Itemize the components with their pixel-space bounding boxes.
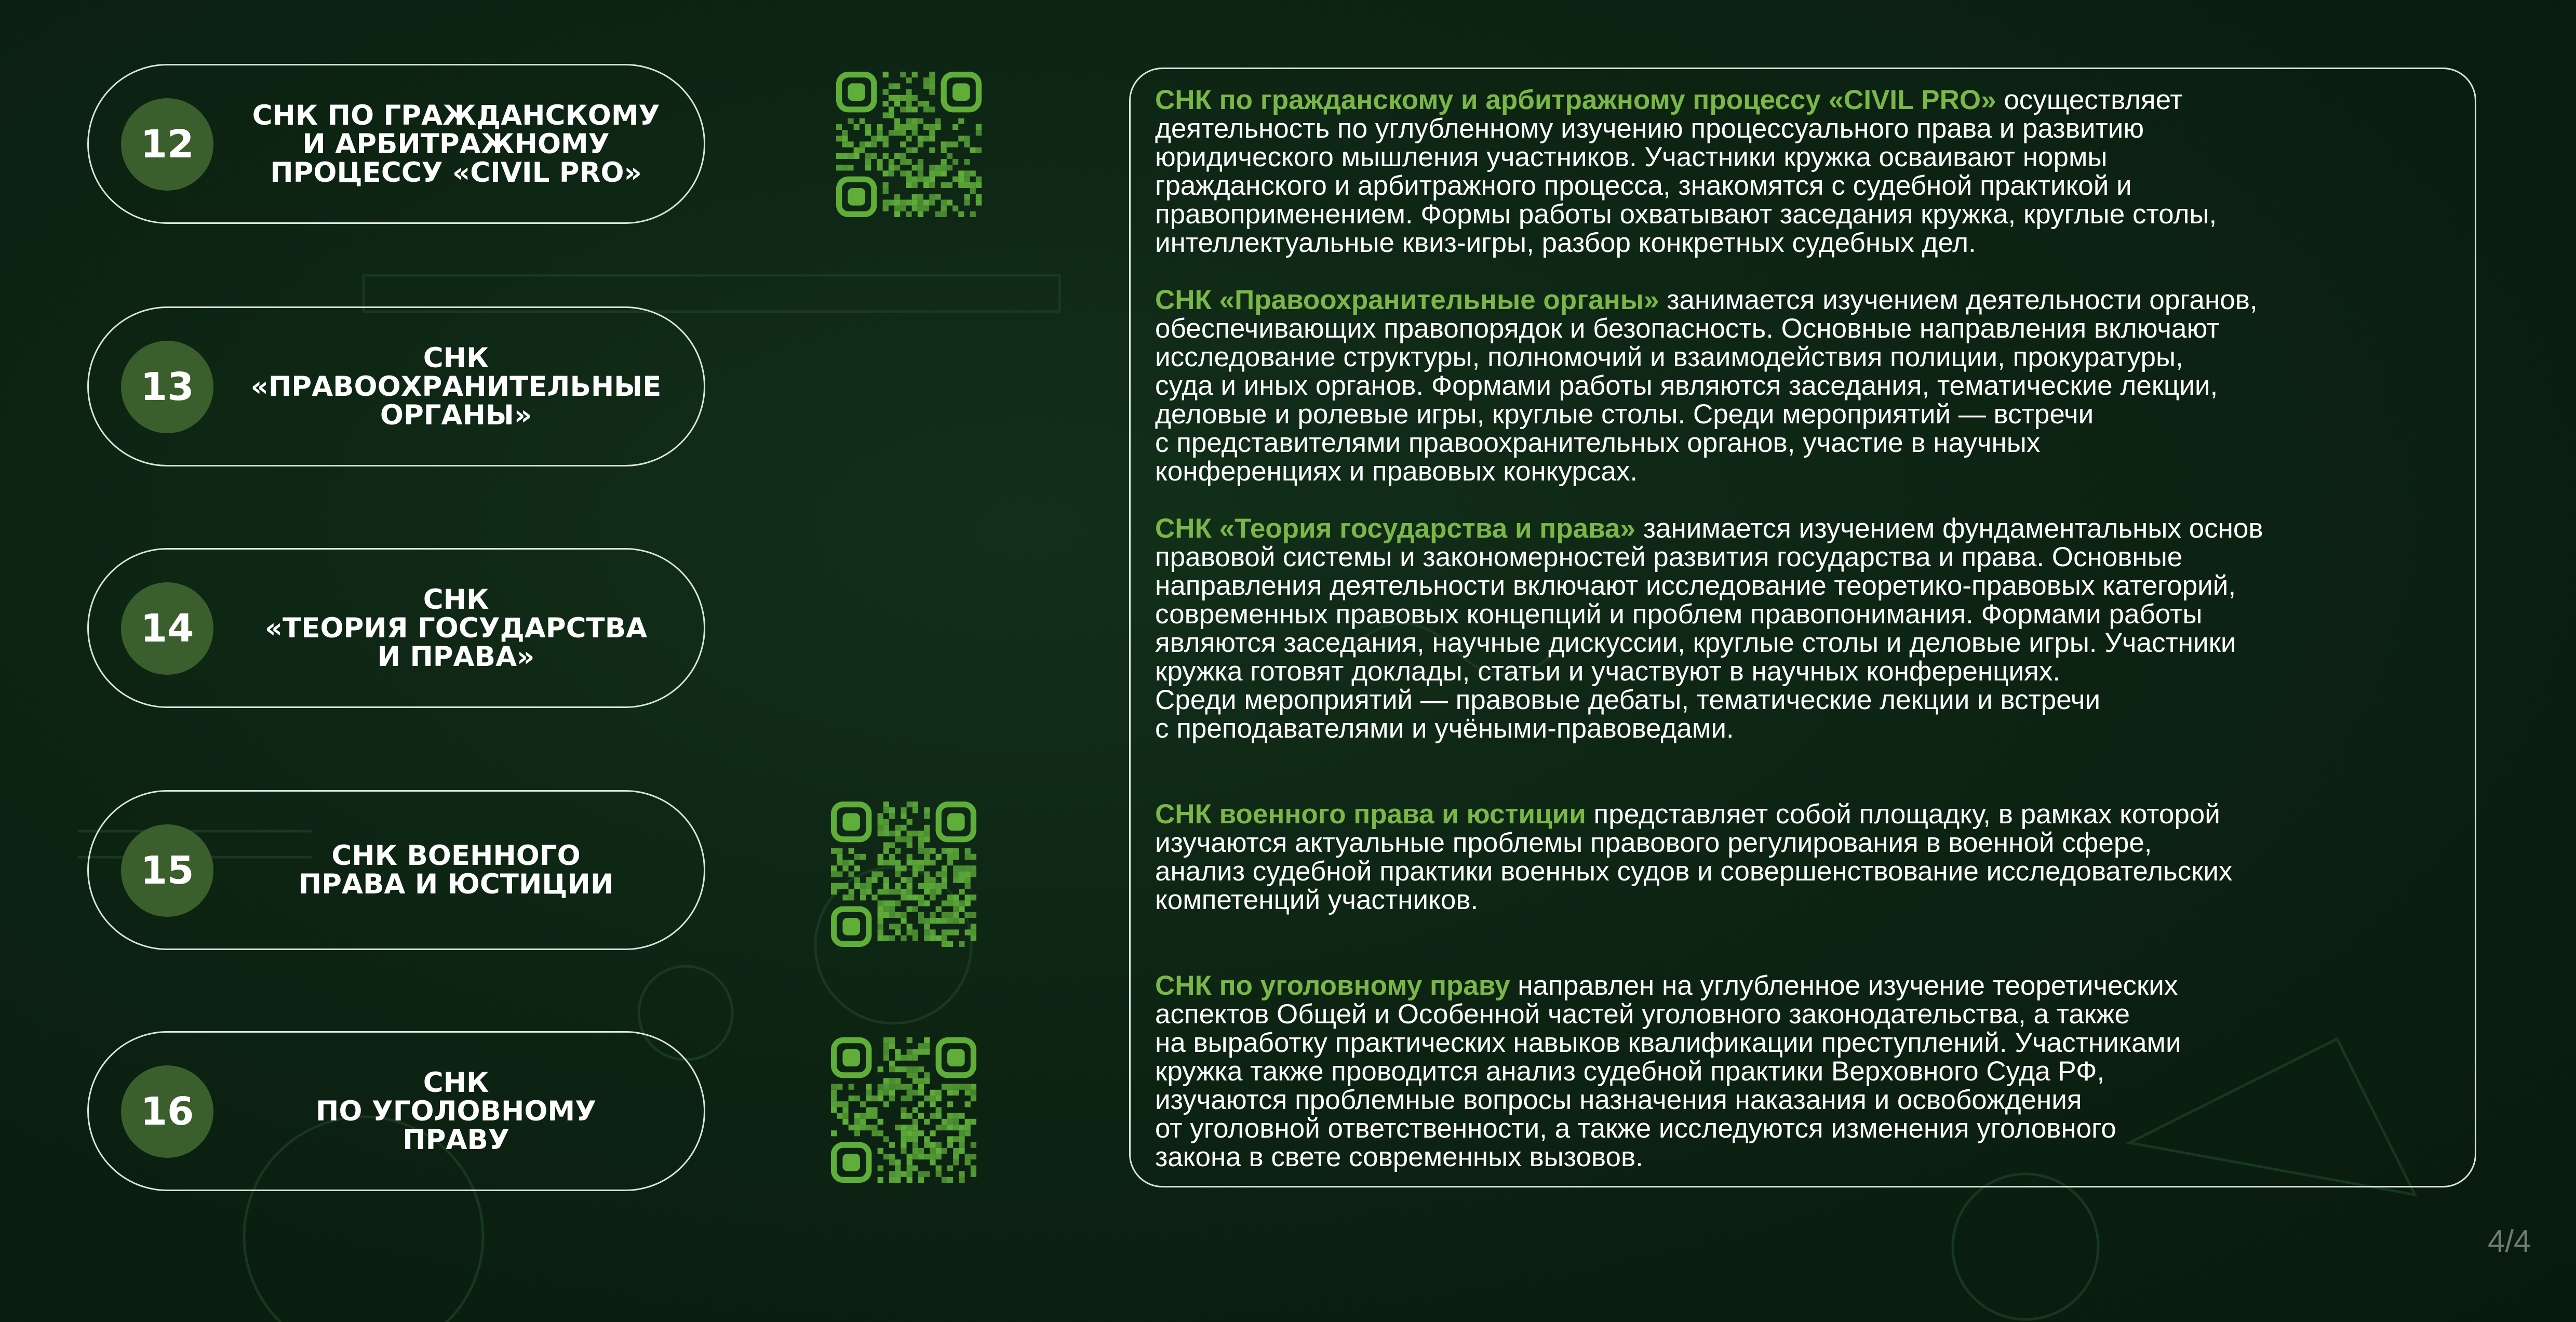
club-13-card[interactable] — [87, 306, 705, 466]
description-club-12 — [1155, 86, 2464, 257]
description-highlight: СНК «Теория государства и права» — [1155, 513, 1635, 544]
description-club-15 — [1155, 800, 2464, 914]
club-title: СНК «ПРАВООХРАНИТЕЛЬНЫЕ ОРГАНЫ» — [250, 342, 662, 431]
description-club-14 — [1155, 514, 2464, 743]
description-highlight: СНК военного права и юстиции — [1155, 799, 1586, 830]
description-text: осуществляет деятельность по углубленному изучению процессуального права и развитию юридического мышления участников. Участники кружка осваивают нормы гражданского и арбитражного процесса, знакомятся с судебной практикой и правоприменением. Формы работы охватывают заседания кружка, круглые столы, интеллектуальные квиз-игры, разбор конкретных судебных дел. — [1155, 85, 2217, 258]
club-number-badge: 16 — [121, 1065, 213, 1158]
club-title: СНК ПО ГРАЖДАНСКОМУ И АРБИТРАЖНОМУ ПРОЦЕССУ «CIVIL PRO» — [252, 99, 660, 189]
page-number: 4/4 — [2488, 1224, 2531, 1259]
description-text: занимается изучением фундаментальных основ правовой системы и закономерностей развития государства и права. Основные направления деятельности включают исследование теоретико-правовых категорий, современных правовых концепций и проблем правопонимания. Формами работы являются заседания, научные дискуссии, круглые столы и деловые игры. Участники кружка готовят доклады, статьи и участвуют в научных конференциях. Среди мероприятий — правовые дебаты, тематические лекции и встречи с преподавателями и учёными-правоведами. — [1155, 513, 2263, 744]
description-club-16 — [1155, 971, 2464, 1171]
club-number-badge: 14 — [121, 582, 213, 675]
club-15-card[interactable] — [87, 790, 705, 950]
description-text: занимается изучением деятельности органов, обеспечивающих правопорядок и безопасность. Основные направления включают исследование структуры, полномочий и взаимодействия полиции, прокуратуры, суда и иных органов. Формами работы являются заседания, тематические лекции, деловые и ролевые игры, круглые столы. Среди мероприятий — встречи с представителями правоохранительных органов, участие в научных конференциях и правовых конкурсах. — [1155, 285, 2258, 487]
club-number-badge: 12 — [121, 98, 213, 191]
qr-code-club-15[interactable] — [831, 802, 976, 947]
club-16-card[interactable] — [87, 1031, 705, 1191]
club-title: СНК ВОЕННОГО ПРАВА И ЮСТИЦИИ — [298, 840, 614, 900]
club-title: СНК ПО УГОЛОВНОМУ ПРАВУ — [315, 1066, 597, 1156]
description-text: представляет собой площадку, в рамках которой изучаются актуальные проблемы правового регулирования в военной сфере, анализ судебной практики военных судов и совершенствование исследовательских компетенций участников. — [1155, 799, 2233, 915]
club-12-card[interactable] — [87, 64, 705, 224]
club-title: СНК «ТЕОРИЯ ГОСУДАРСТВА И ПРАВА» — [264, 583, 648, 673]
club-number-badge: 13 — [121, 341, 213, 433]
description-highlight: СНК по гражданскому и арбитражному процессу «CIVIL PRO» — [1155, 85, 1996, 115]
description-highlight: СНК «Правоохранительные органы» — [1155, 285, 1659, 315]
club-14-card[interactable] — [87, 548, 705, 708]
club-number-badge: 15 — [121, 824, 213, 917]
qr-code-club-12[interactable] — [836, 72, 982, 217]
description-club-13 — [1155, 286, 2464, 486]
description-highlight: СНК по уголовному праву — [1155, 970, 1510, 1001]
description-text: направлен на углубленное изучение теоретических аспектов Общей и Особенной частей уголовного законодательства, а также на выработку практических навыков квалификации преступлений. Участниками кружка также проводится анализ судебной практики Верховного Суда РФ, изучаются проблемные вопросы назначения наказания и освобождения от уголовной ответственности, а также исследуются изменения уголовного закона в свете современных вызовов. — [1155, 970, 2181, 1172]
qr-code-club-16[interactable] — [831, 1037, 976, 1183]
